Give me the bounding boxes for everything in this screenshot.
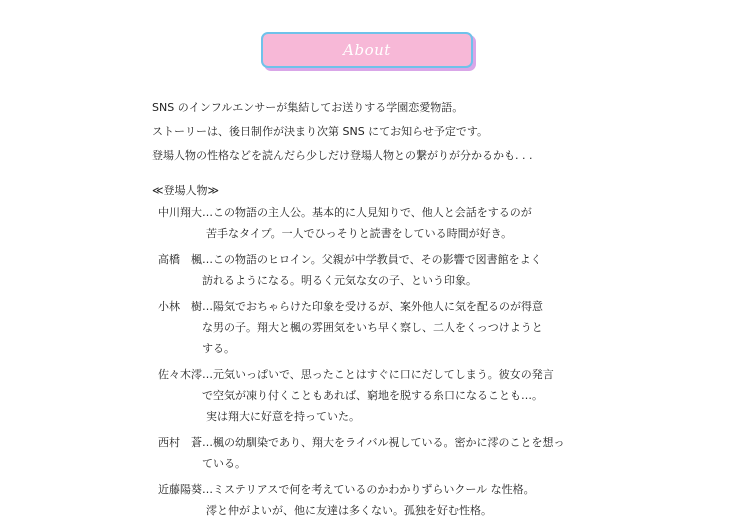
character-name: 近藤陽葵 — [158, 483, 202, 496]
character-name: 高橋 楓 — [158, 253, 202, 266]
character-entry — [158, 249, 618, 291]
intro-line: ストーリーは、後日制作が決まり次第 SNS にてお知らせ予定です。 — [152, 125, 488, 138]
character-description — [202, 202, 618, 244]
title-banner — [261, 32, 473, 68]
character-entry — [158, 432, 618, 474]
character-name: 小林 樹 — [158, 300, 202, 313]
character-description — [202, 364, 618, 427]
description-line: する。 — [202, 342, 235, 355]
description-line: な男の子。翔大と楓の雰囲気をいち早く察し、二人をくっつけようと — [202, 321, 543, 334]
character-entry — [158, 364, 618, 427]
intro-line: SNS のインフルエンサーが集結してお送りする学園恋愛物語。 — [152, 101, 464, 114]
description-line: ている。 — [202, 457, 246, 470]
character-description — [202, 296, 618, 359]
characters-list — [158, 202, 618, 526]
description-line: …楓の幼馴染であり、翔大をライバル視している。密かに澪のことを想っ — [202, 436, 565, 449]
description-line: …陽気でおちゃらけた印象を受けるが、案外他人に気を配るのが得意 — [202, 300, 543, 313]
description-line: …ミステリアスで何を考えているのかわかりずらいクール な性格。 — [202, 483, 535, 496]
character-entry — [158, 296, 618, 359]
character-description — [202, 432, 618, 474]
character-name: 西村 蒼 — [158, 436, 202, 449]
intro-line: 登場人物の性格などを読んだら少しだけ登場人物との繋がりが分かるかも. . . — [152, 149, 533, 162]
description-line: で空気が凍り付くこともあれば、窮地を脱する糸口になることも…。 — [202, 389, 543, 402]
description-line: …元気いっぱいで、思ったことはすぐに口にだしてしまう。彼女の発言 — [202, 368, 554, 381]
description-line: 澪と仲がよいが、他に友達は多くない。孤独を好む性格。 — [206, 504, 492, 517]
page-title: About — [343, 41, 391, 59]
description-line: 訪れるようになる。明るく元気な女の子、という印象。 — [202, 274, 477, 287]
description-line: 実は翔大に好意を持っていた。 — [206, 410, 360, 423]
description-line: 苦手なタイプ。一人でひっそりと読書をしている時間が好き。 — [206, 227, 513, 240]
character-name: 中川翔大 — [158, 206, 202, 219]
character-entry — [158, 202, 618, 244]
description-line: …この物語の主人公。基本的に人見知りで、他人と会話をするのが — [202, 206, 532, 219]
character-entry — [158, 479, 618, 521]
description-line: …この物語のヒロイン。父親が中学教員で、その影響で図書館をよく — [202, 253, 542, 266]
character-name: 佐々木澪 — [158, 368, 202, 381]
character-description — [202, 479, 618, 521]
characters-heading: ≪登場人物≫ — [152, 184, 220, 197]
intro-section — [152, 96, 622, 168]
character-description — [202, 249, 618, 291]
